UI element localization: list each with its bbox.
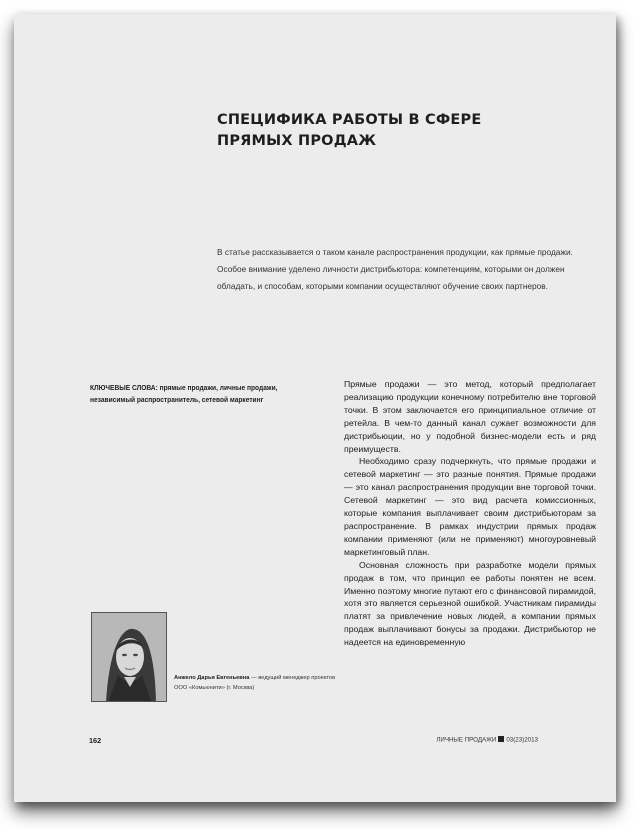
body-paragraph: Основная сложность при разработке модели прямых продаж в том, что принцип ее работы понятен не всем. Именно поэтому многие путают его с финансовой пирамидой, хотя это является серьезной ошибкой. Участникам пирамиды платят за привлечение новых людей, а компании прямых продаж выплачивают бонусы за продажи. Дистрибьютор не надеется на единовременную — [344, 559, 596, 648]
magazine-name: ЛИЧНЫЕ ПРОДАЖИ — [436, 736, 497, 744]
article-body — [344, 378, 596, 649]
body-paragraph: Необходимо сразу подчеркнуть, что прямые продажи и сетевой маркетинг — это разные понятия. Прямые продажи — это канал распространения продукции вне торговой точки. Сетевой маркетинг — это вид расчета комиссионных, которые компания выплачивает своим дистрибьюторам за распространение. В рамках индустрии прямых продаж компании применяют (или не применяют) многоуровневый маркетинговый план. — [344, 456, 596, 557]
keywords-text: прямые продажи, личные продажи, независимый распространитель, сетевой маркетинг — [90, 383, 278, 404]
keywords-label: КЛЮЧЕВЫЕ СЛОВА: — [90, 383, 158, 392]
author-caption — [174, 674, 349, 693]
author-name: Анжело Дарья Евгеньевна — [174, 675, 250, 681]
magazine-page — [14, 14, 616, 802]
magazine-issue: 03(23)2013 — [506, 736, 538, 744]
author-description: — ведущий менеджер проектов ООО «Комьюнити» (г. Москва) — [174, 675, 336, 691]
body-paragraph: Прямые продажи — это метод, который предполагает реализацию продукции конечному потребителю вне торговой точки. В этом заключается его принципиальное отличие от ретейла. В чем-то данный канал сужает возможности для дистрибьюции, но у подобной бизнес-модели есть и ряд преимуществ. — [344, 379, 596, 454]
author-photo — [91, 612, 167, 702]
magazine-footer — [436, 736, 538, 744]
keywords-block — [90, 382, 311, 405]
square-bullet-icon — [498, 736, 504, 742]
page-number: 162 — [89, 736, 102, 745]
article-title: СПЕЦИФИКА РАБОТЫ В СФЕРЕ ПРЯМЫХ ПРОДАЖ — [217, 112, 482, 149]
article-abstract: В статье рассказывается о таком канале распространения продукции, как прямые продажи. Особое внимание уделено личности дистрибьютора: компетенциям, которыми он должен обладать, и способам, которыми компании осуществляют обучение своих партнеров. — [217, 247, 573, 291]
